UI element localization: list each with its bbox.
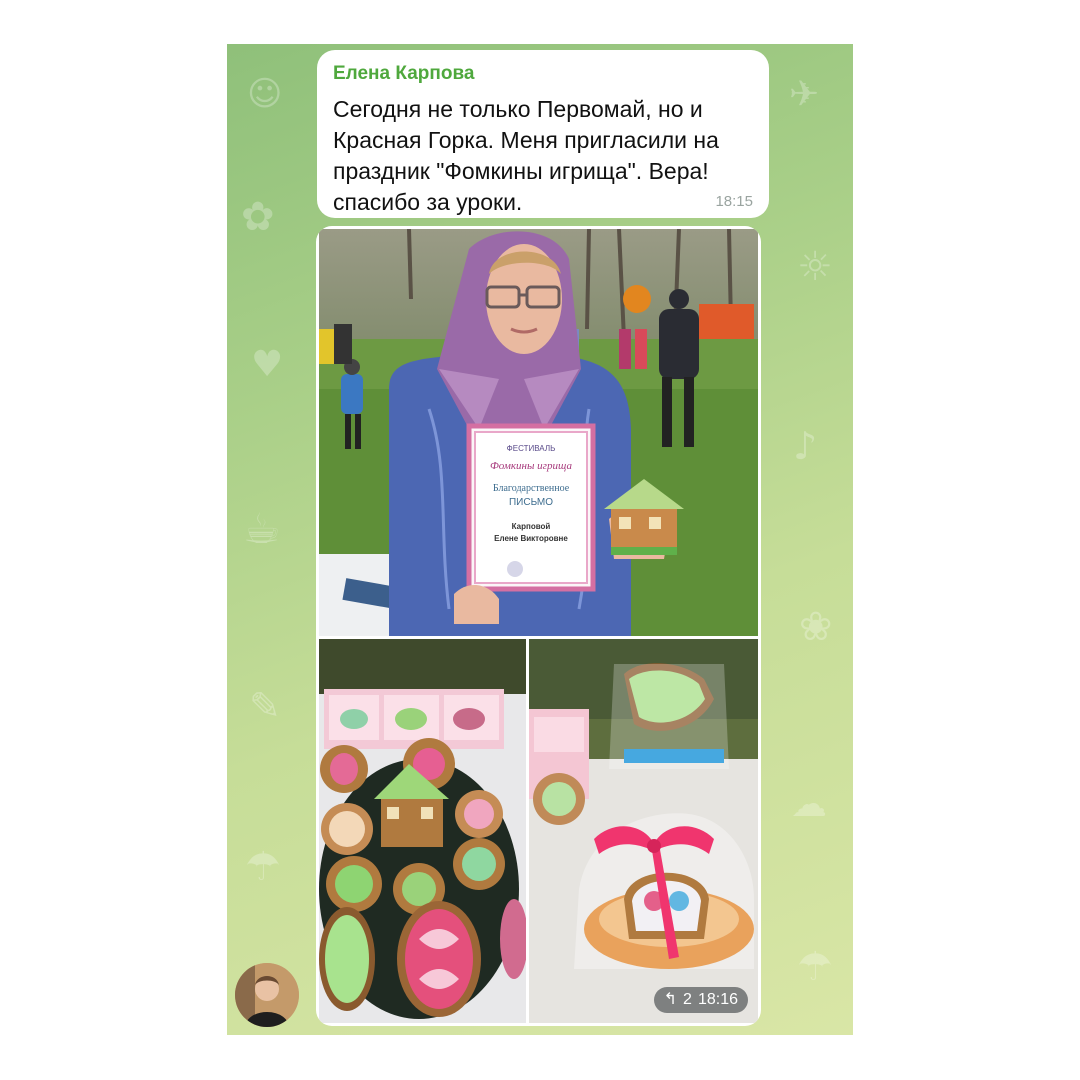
photo-woman-with-certificate[interactable] [319, 229, 758, 636]
doodle-icon: ☂ [797, 944, 833, 990]
doodle-icon: ✎ [249, 684, 281, 728]
photo-gingerbread-tray-image [319, 639, 526, 1023]
doodle-icon: ❀ [799, 604, 833, 650]
message-time: 18:15 [715, 193, 753, 210]
forward-count: 2 [683, 991, 692, 1008]
doodle-icon: ☁ [791, 784, 827, 825]
doodle-icon: ♪ [793, 424, 818, 468]
chat-area [227, 44, 853, 1035]
reply-arrow-icon: ↰ [663, 991, 678, 1008]
certificate-line3: Благодарственное [492, 483, 570, 494]
photo-gingerbread-gift[interactable] [529, 639, 758, 1023]
certificate-line1: ФЕСТИВАЛЬ [506, 444, 556, 453]
avatar[interactable] [235, 963, 299, 1027]
media-time-pill [654, 987, 748, 1013]
doodle-icon: ♥ [251, 344, 284, 385]
media-time: 18:16 [697, 991, 738, 1008]
doodle-icon: ✈ [789, 74, 820, 115]
doodle-icon: ☕ [243, 504, 281, 553]
doodle-icon: ☼ [797, 244, 833, 290]
doodle-icon: ✿ [241, 194, 275, 240]
photo-woman-image [319, 229, 758, 636]
certificate-line2: Фомкины игрища [489, 460, 573, 472]
sender-name[interactable]: Елена Карпова [333, 63, 475, 84]
photo-gingerbread-tray[interactable] [319, 639, 526, 1023]
certificate-line4: ПИСЬМО [508, 497, 554, 508]
media-album[interactable] [316, 226, 761, 1026]
message-bubble[interactable] [317, 50, 769, 218]
message-text: Сегодня не только Первомай, но и Красная Горка. Меня пригласили на праздник "Фомкины игрища". Вера! спасибо за уроки. [333, 96, 719, 215]
certificate-line5: Карповой [511, 522, 551, 531]
doodle-icon: ☂ [245, 844, 281, 890]
avatar-image [235, 963, 299, 1027]
doodle-icon: ☺ [247, 74, 283, 114]
certificate-line6: Елене Викторовне [494, 534, 568, 543]
photo-gingerbread-gift-image [529, 639, 758, 1023]
